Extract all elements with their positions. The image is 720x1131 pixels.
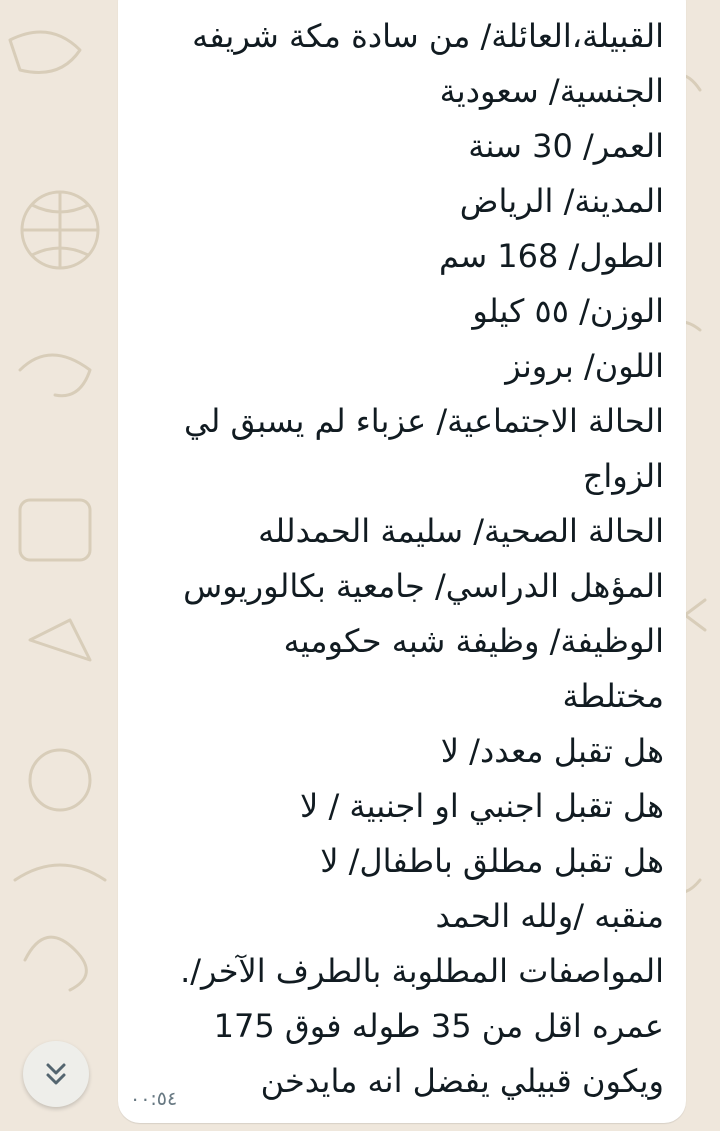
message-line: هل تقبل معدد/ لا: [440, 732, 664, 770]
message-line: العمر/ 30 سنة: [468, 127, 664, 165]
message-line: عمره اقل من 35 طوله فوق 175: [213, 1007, 664, 1045]
message-line: المؤهل الدراسي/ جامعية بكالوريوس: [183, 567, 664, 605]
scroll-to-bottom-button[interactable]: [23, 1041, 89, 1107]
message-line: هل تقبل مطلق باطفال/ لا: [320, 842, 664, 880]
message-line: الوظيفة/ وظيفة شبه حكوميه: [283, 622, 664, 660]
message-line: الحالة الصحية/ سليمة الحمدلله: [258, 512, 664, 550]
message-text: [104, 9, 664, 1109]
message-line: الطول/ 168 سم: [439, 237, 664, 275]
message-line: الحالة الاجتماعية/ عزباء لم يسبق لي: [183, 402, 664, 440]
message-line: القبيلة،العائلة/ من سادة مكة شريفه: [192, 17, 664, 55]
message-line: هل تقبل اجنبي او اجنبية / لا: [300, 787, 664, 825]
message-line: المدينة/ الرياض: [459, 182, 664, 220]
message-timestamp: ٠٠:٥٤: [130, 1088, 178, 1110]
message-line: الزواج: [582, 457, 664, 495]
message-line: الجنسية/ سعودية: [439, 72, 664, 110]
message-line: مختلطة: [562, 677, 664, 715]
message-line: منقبه /ولله الحمد: [435, 897, 664, 935]
message-line: الوزن/ ٥٥ كيلو: [472, 292, 664, 330]
double-chevron-down-icon: [41, 1059, 71, 1089]
message-line: اللون/ برونز: [505, 347, 664, 385]
message-line: ويكون قبيلي يفضل انه مايدخن: [260, 1062, 664, 1100]
message-line: المواصفات المطلوبة بالطرف الآخر/.: [180, 952, 664, 990]
